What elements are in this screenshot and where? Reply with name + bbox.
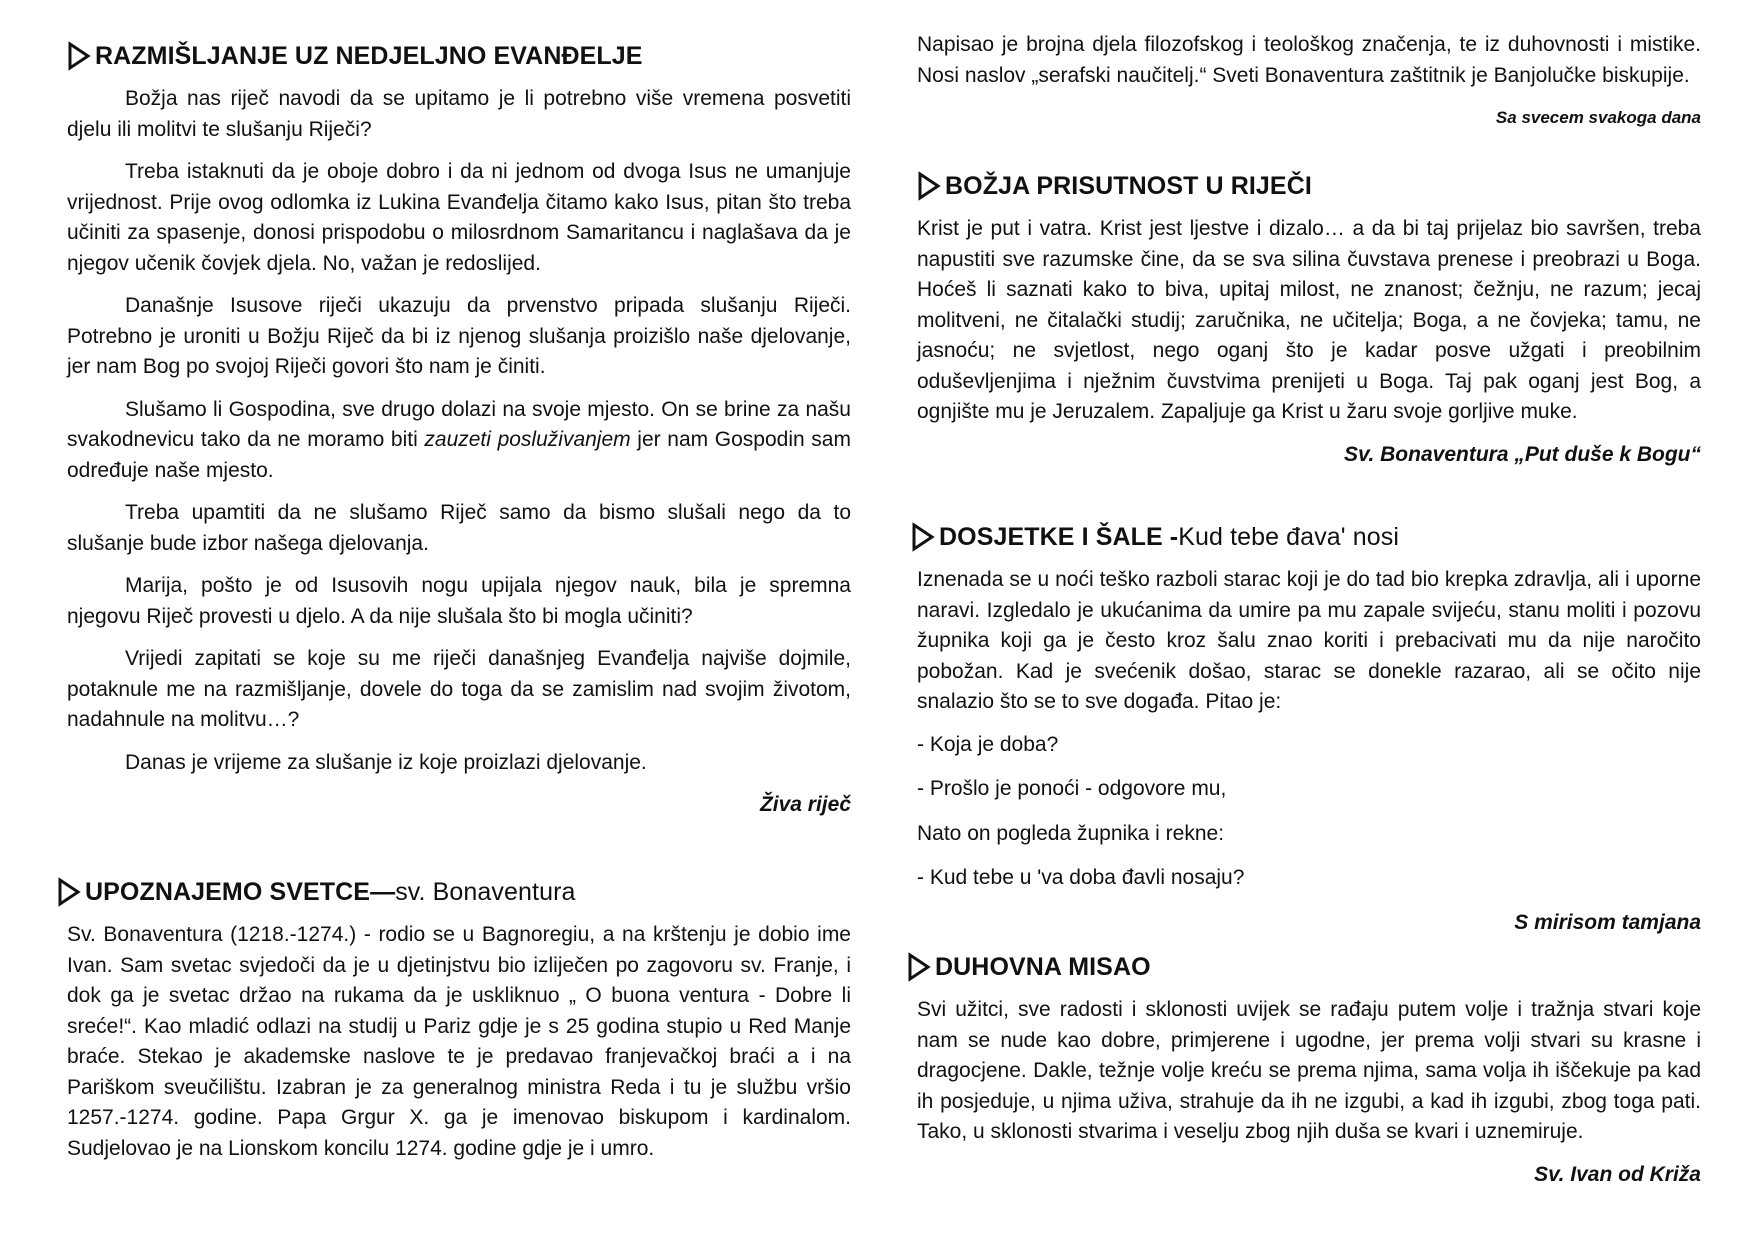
paragraph: Napisao je brojna djela filozofskog i teološkog značenja, te iz duhovnosti i mistike. Nosi naslov „serafski naučitelj.“ Sveti Bonaventura zaštitnik je Banjolučke biskupije. — [917, 33, 1701, 87]
paragraph: Marija, pošto je od Isusovih nogu upijala njegov nauk, bila je spremna njegovu Riječ provesti u djelo. A da nije slušala što bi mogla učiniti? — [67, 574, 851, 628]
section-jokes — [917, 521, 1701, 938]
dialogue-line: - Koja je doba? — [917, 732, 1059, 756]
section-heading — [57, 876, 851, 908]
section-subtitle: Kud tebe đava' nosi — [1178, 523, 1399, 551]
section-subtitle: sv. Bonaventura — [395, 878, 576, 906]
section-gospel-reflection — [67, 40, 851, 820]
paragraph: Božja nas riječ navodi da se upitamo je li potrebno više vremena posvetiti djelu ili molitvi te slušanju Riječi? — [67, 87, 851, 141]
triangle-outline-icon — [67, 41, 91, 71]
section-saints — [67, 876, 851, 1176]
dialogue-line: Nato on pogleda župnika i rekne: — [917, 821, 1225, 845]
section-heading — [907, 951, 1701, 983]
section-title: DUHOVNA MISAO — [935, 953, 1151, 981]
section-spiritual-thought — [917, 951, 1701, 1190]
section-word-presence — [917, 170, 1701, 470]
section-heading — [67, 40, 851, 72]
paragraph: Iznenada se u noći teško razboli starac koji je do tad bio krepka zdravlja, ali i uporne naravi. Izgledalo je ukućanima da umire pa mu zapale svijeću, stanu moliti i pozovu župnika koji ga je često kroz šalu znao koriti i prebacivati mu da nije naročito pobožan. Kad je svećenik došao, starac se donekle razarao, ali se očito nije snalazio što se to sve događa. Pitao je: — [917, 568, 1701, 713]
triangle-outline-icon — [911, 522, 935, 552]
paragraph: Sv. Bonaventura (1218.-1274.) - rodio se u Bagnoregiu, a na krštenju je dobio ime Ivan. Sam svetac svjedoči da je u djetinjstvu bio izliječen po zagovoru sv. Franje, i dok ga je svetac držao na rukama da je uskliknuo „ O buona ventura - Dobre li sreće!“. Kao mladić odlazi na studij u Pariz gdje je s 25 godina stupio u Red Manje braće. Stekao je akademske naslove te je predavao franjevačkoj braći a i na Pariškom sveučilištu. Izabran je za generalnog ministra Reda i tu je službu vršio 1257.-1274. godine. Papa Grgur X. ga je imenovao biskupom i kardinalom. Sudjelovao je na Lionskom koncilu 1274. godine gdje je i umro. — [67, 923, 851, 1160]
paragraph: Treba istaknuti da je oboje dobro i da ni jednom od dvoga Isus ne umanjuje vrijednost. Prije ovog odlomka iz Lukina Evanđelja čitamo kako Isus, pitan što treba učiniti za spasenje, donosi prispodobu o milosrdnom Samaritancu i naglašava da je njegov učenik čovjek djela. No, važan je redoslijed. — [67, 160, 851, 275]
section-title: RAZMIŠLJANJE UZ NEDJELJNO EVANĐELJE — [95, 42, 643, 70]
section-saint-continued — [917, 30, 1701, 133]
source-attribution: S mirisom tamjana — [1514, 910, 1701, 934]
paragraph: Krist je put i vatra. Krist jest ljestve i dizalo… a da bi taj prijelaz bio savršen, treba napustiti sve razumske čine, da se sva silina čuvstava prenese i preobrazi u Boga. Hoćeš li saznati kako to biva, upitaj milost, ne znanost; čežnju, ne razum; jecaj molitveni, ne čitalački studij; zaručnika, ne učitelja; Boga, a ne čovjeka; tamu, ne jasnoću; ne svjetlost, nego oganj što je kadar posve užgati i preobilnim oduševljenjima i nježnim čuvstvima prenijeti u Boga. Taj pak oganj jest Bog, a ognjište mu je Jeruzalem. Zapaljuje ga Krist u žaru svoje gorljive muke. — [917, 217, 1701, 423]
source-attribution: Sa svecem svakoga dana — [1495, 108, 1701, 127]
text-run: Slušamo li Gospodina, sve drugo dolazi na svoje mjesto. On se brine za našu svakodnevicu tako da ne moramo biti — [67, 397, 851, 451]
section-title: DOSJETKE I ŠALE - — [939, 523, 1179, 551]
source-attribution: Sv. Ivan od Križa — [1534, 1162, 1701, 1186]
paragraph: Danas je vrijeme za slušanje iz koje proizlazi djelovanje. — [125, 750, 647, 774]
text-run: jer nam Gospodin sam određuje naše mjesto. — [67, 428, 851, 482]
triangle-outline-icon — [907, 952, 931, 982]
source-attribution: Sv. Bonaventura „Put duše k Bogu“ — [1343, 442, 1701, 466]
triangle-outline-icon — [917, 171, 941, 201]
paragraph: Svi užitci, sve radosti i sklonosti uvijek se rađaju putem volje i tražnja stvari koje nam se nude kao dobre, primjerene i ugodne, jer prema volji stvari su krasne i dragocjene. Dakle, težnje volje kreću se prema njima, sama volja ih iščekuje pa kad ih posjeduje, u njima uživa, strahuje da ih ne izgubi, a kad ih izgubi, zbog toga pati. Tako, u sklonosti stvarima i veselju zbog njih duša se kvari i uznemiruje. — [917, 998, 1701, 1143]
emphasized-text: zauzeti posluživanjem — [424, 428, 631, 451]
paragraph: Treba upamtiti da ne slušamo Riječ samo da bismo slušali nego da to slušanje bude izbor našega djelovanja. — [67, 501, 851, 555]
paragraph: Današnje Isusove riječi ukazuju da prvenstvo pripada slušanju Riječi. Potrebno je uroniti u Božju Riječ da bi iz njenog slušanja proizišlo naše djelovanje, jer nam Bog po svojoj Riječi govori što nam je činiti. — [67, 294, 851, 378]
dialogue-line: - Prošlo je ponoći - odgovore mu, — [917, 777, 1227, 800]
dialogue-line: - Kud tebe u 'va doba đavli nosaju? — [917, 866, 1245, 889]
paragraph — [67, 395, 851, 487]
paragraph: Vrijedi zapitati se koje su me riječi današnjeg Evanđelja najviše dojmile, potaknule me na razmišljanje, dovele do toga da se zamislim nad svojim životom, nadahnule na molitvu…? — [67, 647, 851, 731]
section-heading — [911, 521, 1701, 553]
source-attribution: Živa riječ — [759, 793, 851, 816]
section-title: UPOZNAJEMO SVETCE— — [85, 878, 396, 906]
section-title: BOŽJA PRISUTNOST U RIJEČI — [945, 172, 1312, 200]
section-heading — [917, 170, 1701, 202]
triangle-outline-icon — [57, 877, 81, 907]
